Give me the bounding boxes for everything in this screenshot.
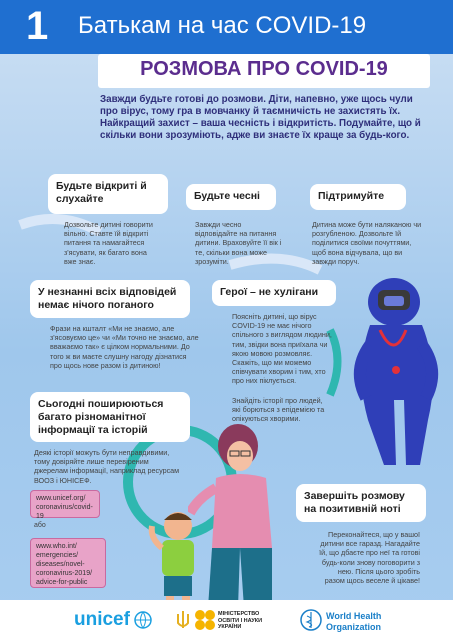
- who-name-line1: World Health: [326, 611, 382, 621]
- bubble-finish: Завершіть розмову на позитивній ноті: [296, 484, 426, 522]
- who-emblem-icon: [300, 609, 322, 631]
- text-heroes-stories: Знайдіть історії про людей, які борються з епідемією та опікуються хворими.: [232, 396, 325, 424]
- intro-text: Завжди будьте готові до розмови. Діти, напевно, уже щось чули про вірус, тому гра в мовчанку й таємничість не захистять їх. Найкращий захист – ваша чесність і відкритість. Подумайте, що й скільки вони зрозуміють, адже ви знаєте їх краще за будь-кого.: [100, 94, 421, 141]
- who-link[interactable]: www.who.int/ emergencies/ diseases/novel- coronavirus-2019/ advice-for-public: [30, 538, 106, 588]
- text-support: Дитина може бути наляканою чи розгубленою. Дозвольте їй поділитися своїми почуттями, щоб вона відчувала, що ви завжди поруч.: [312, 220, 422, 266]
- who-name-line2: Organization: [326, 622, 382, 632]
- bubble-support: Підтримуйте: [310, 184, 406, 210]
- text-heroes: Поясніть дитині, що вірус COVID-19 не має нічого спільного з виглядом людини, тим, звідки вона приїхала чи якою мовою розмовляє. Скажіть, що ми можемо співчувати хворим і тим, хто про них піклується.: [232, 312, 332, 386]
- or-text: або: [34, 522, 46, 529]
- ministry-name: МІНІСТЕРСТВО ОСВІТИ І НАУКИ УКРАЇНИ: [218, 611, 263, 630]
- header-title: Батькам на час COVID-19: [78, 12, 367, 39]
- text-finish: Переконайтеся, що у вашої дитини все гаразд. Нагадайте їй, що дбаєте про неї та готові будь-коли знову поговорити з нею. Після цього зробіть разом щось веселе й цікаве!: [319, 530, 420, 586]
- section-number: 1: [26, 4, 49, 48]
- unicef-globe-icon: [134, 611, 152, 629]
- page-subtitle: РОЗМОВА ПРО COVID-19: [140, 58, 388, 80]
- hazmat-worker-illustration: [344, 270, 444, 470]
- unicef-logo: unicef: [74, 609, 130, 630]
- ministry-logo-icon: [194, 609, 216, 631]
- ukraine-trident-icon: [176, 610, 190, 630]
- bubble-stories: Сьогодні поширюються багато різноманітної інформації та історій: [30, 392, 190, 442]
- text-honest: Завжди чесно відповідайте на питання дитини. Враховуйте її вік і те, скільки вона може зрозуміти.: [195, 220, 282, 266]
- bubble-heroes: Герої – не хулігани: [212, 280, 336, 306]
- unicef-link[interactable]: www.unicef.org/ coronavirus/covid-19: [30, 490, 100, 518]
- text-unknown: Фрази на кшталт «Ми не знаємо, але з'ясовуємо це» чи «Ми точно не знаємо, але вважаємо так» є цілком нормальними. До того ж ви маєте слушну нагоду дізнатися про щось нове разом із дитиною!: [50, 324, 199, 370]
- text-open: Дозвольте дитині говорити вільно. Ставте їй відкриті питання та намагайтеся з'ясувати, як багато вона вже знає.: [64, 220, 153, 266]
- bubble-honest: Будьте чесні: [186, 184, 276, 210]
- text-stories: Деякі історії можуть бути неправдивими, тому довіряйте лише перевіреним джерелам інформації, наприклад ресурсам ВООЗ і ЮНІСЕФ.: [34, 448, 180, 485]
- bubble-unknown: У незнанні всіх відповідей немає нічого поганого: [30, 280, 190, 318]
- bubble-open: Будьте відкриті й слухайте: [48, 174, 168, 214]
